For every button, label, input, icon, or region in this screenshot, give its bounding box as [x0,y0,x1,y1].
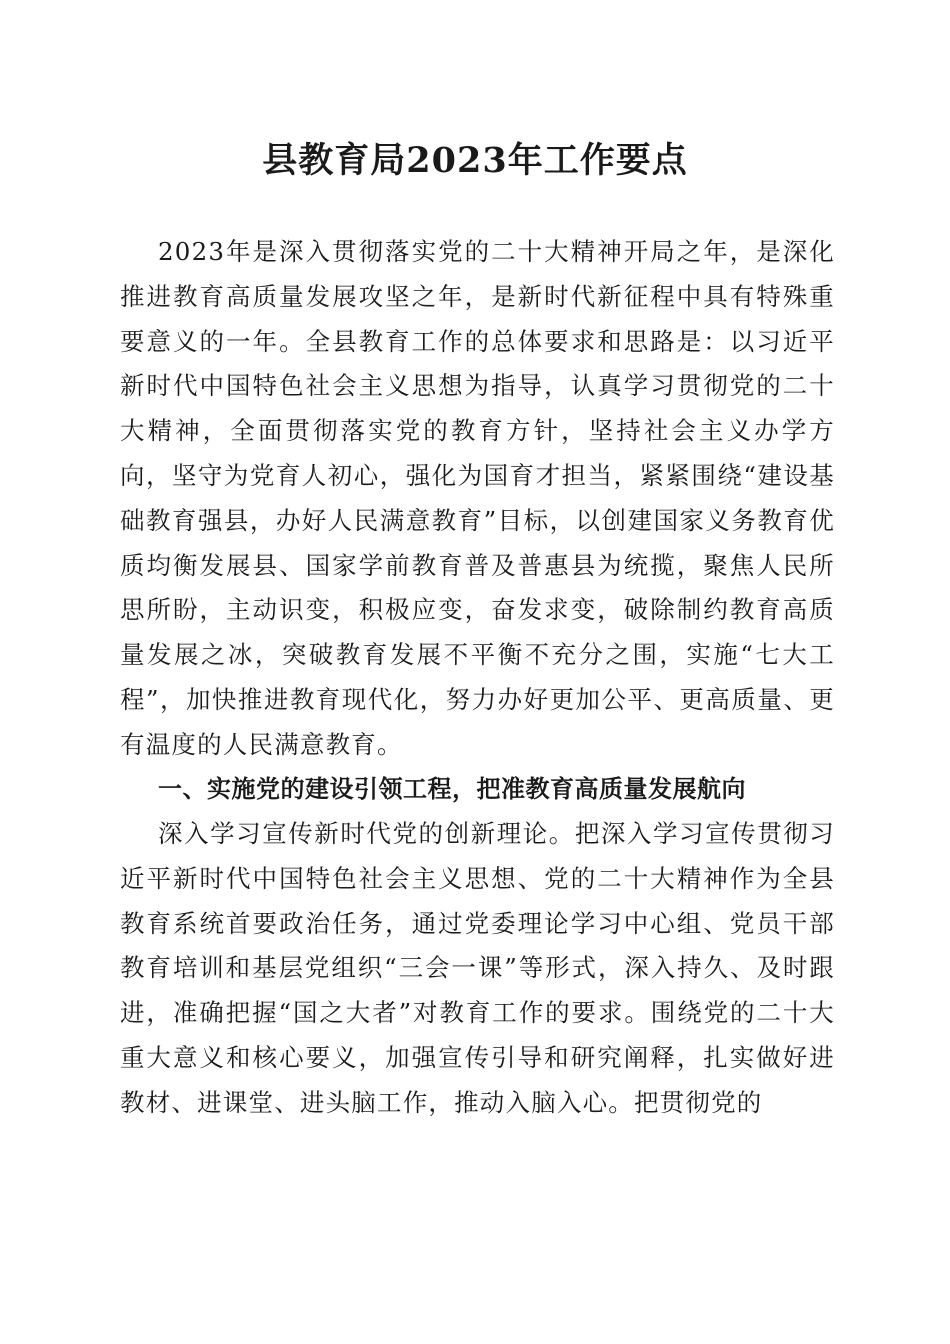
section-1-paragraph: 深入学习宣传新时代党的创新理论。把深入学习宣传贯彻习近平新时代中国特色社会主义思想、党的二十大精神作为全县教育系统首要政治任务，通过党委理论学习中心组、党员干部教育培训和基层党组织“三会一课”等形式，深入持久、及时跟进，准确把握“国之大者”对教育工作的要求。围绕党的二十大重大意义和核心要义，加强宣传引导和研究阐释，扎实做好进教材、进课堂、进头脑工作，推动入脑入心。把贯彻党的 [120,819,835,1117]
document-title: 县教育局2023年工作要点 [262,140,688,181]
intro-paragraph: 2023年是深入贯彻落实党的二十大精神开局之年，是深化推进教育高质量发展攻坚之年，是新时代新征程中具有特殊重要意义的一年。全县教育工作的总体要求和思路是：以习近平新时代中国特色社会主义思想为指导，认真学习贯彻党的二十大精神，全面贯彻落实党的教育方针，坚持社会主义办学方向，坚守为党育人初心，强化为国育才担当，紧紧围绕“建设基础教育强县，办好人民满意教育”目标，以创建国家义务教育优质均衡发展县、国家学前教育普及普惠县为统揽，聚焦人民所思所盼，主动识变，积极应变，奋发求变，破除制约教育高质量发展之冰，突破教育发展不平衡不充分之围，实施“七大工程”，加快推进教育现代化，努力办好更加公平、更高质量、更有温度的人民满意教育。 [120,237,835,759]
section-heading-1: 一、实施党的建设引领工程，把准教育高质量发展航向 [158,775,746,803]
